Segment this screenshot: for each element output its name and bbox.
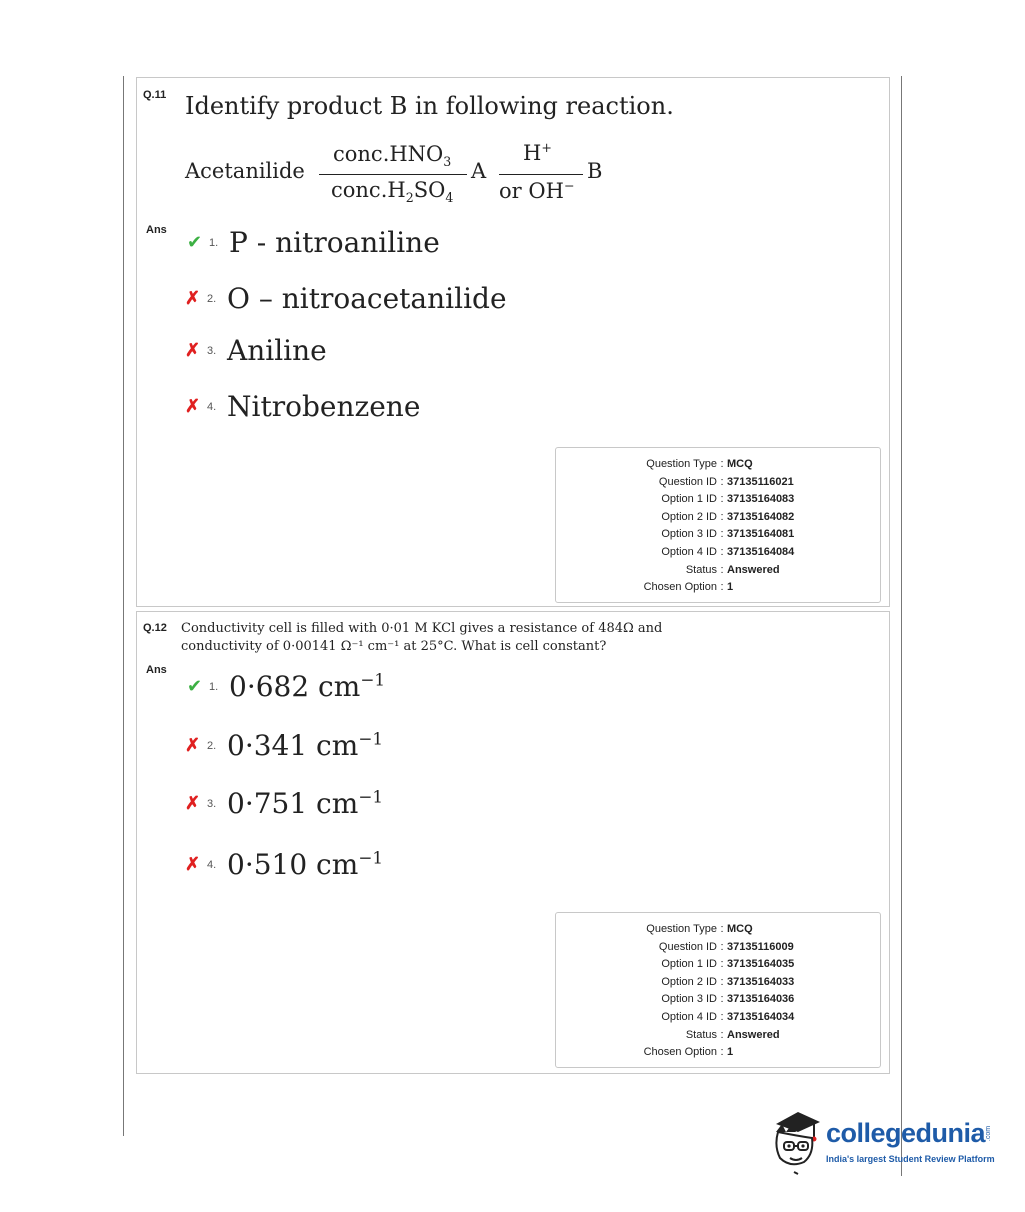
correct-check-icon: ✔ [187, 676, 203, 698]
reactant: Acetanilide [185, 159, 305, 183]
option-number: 1. [209, 680, 219, 693]
meta-row: Question Type : MCQ [646, 458, 753, 470]
option-number: 3. [207, 344, 217, 357]
reagent-2-top: H+ [523, 140, 552, 165]
question-text [181, 620, 681, 656]
option-text: 0·751 $cm^{-1}$ [227, 787, 384, 821]
page-right-border [901, 76, 902, 1176]
reaction-arrow-1 [319, 174, 467, 175]
option-4[interactable] [185, 848, 383, 881]
mascot-face-icon [768, 1106, 824, 1176]
reagent-1-top: $conc.HNO_3$ [333, 142, 452, 170]
option-number: 1. [209, 236, 219, 249]
wrong-cross-icon: ✗ [185, 288, 201, 309]
wrong-cross-icon: ✗ [185, 340, 201, 361]
meta-row: Option 4 ID : 37135164084 [661, 545, 795, 558]
option-3[interactable] [185, 787, 383, 820]
meta-row: Chosen Option : 1 [643, 581, 734, 594]
option-text: O – nitroacetanilide [227, 282, 507, 315]
option-number: 2. [207, 292, 217, 305]
option-1[interactable] [187, 670, 385, 703]
reagent-2-bottom: or OH− [499, 178, 575, 203]
wrong-cross-icon: ✗ [185, 793, 201, 815]
meta-row: Option 2 ID : 37135164082 [661, 510, 795, 523]
question-text: Identify product B in following reaction. [185, 92, 674, 120]
meta-row: Question Type : MCQ [646, 923, 753, 935]
meta-row: Option 1 ID : 37135164083 [661, 493, 795, 506]
meta-row: Option 4 ID : 37135164034 [661, 1010, 795, 1023]
question-number: Q.12 [143, 622, 167, 634]
meta-row: Option 3 ID : 37135164081 [661, 528, 795, 541]
question-11-panel [136, 77, 890, 607]
option-number: 4. [207, 858, 217, 871]
meta-row: Option 3 ID : 37135164036 [661, 993, 795, 1006]
question-number: Q.11 [143, 89, 167, 101]
option-3[interactable] [185, 334, 327, 367]
logo-wordmark: collegedunia [826, 1118, 986, 1148]
wrong-cross-icon: ✗ [185, 396, 201, 417]
reagent-1-bottom: $conc.H_2SO_4$ [331, 178, 454, 206]
question-meta-box [555, 447, 881, 603]
wrong-cross-icon: ✗ [185, 854, 201, 876]
meta-row: Question ID : 37135116021 [658, 475, 794, 488]
question-line-1: Conductivity cell is filled with 0·01 M KCl gives a resistance of 484Ω and [181, 621, 663, 636]
meta-row: Option 2 ID : 37135164033 [661, 975, 795, 988]
logo-suffix: .com [985, 1125, 993, 1142]
reaction-arrow-2 [499, 174, 583, 175]
option-text: 0·341 $cm^{-1}$ [227, 729, 384, 763]
question-line-2: conductivity of 0·00141 Ω⁻¹ cm⁻¹ at 25°C. What is cell constant? [181, 639, 607, 654]
option-4[interactable] [185, 390, 420, 423]
option-text: 0·510 $cm^{-1}$ [227, 848, 384, 882]
meta-row: Status : Answered [685, 563, 780, 576]
meta-row: Chosen Option : 1 [643, 1046, 734, 1059]
option-1[interactable] [187, 226, 440, 259]
ans-label: Ans [146, 224, 167, 236]
meta-row: Status : Answered [685, 1028, 780, 1041]
page-left-border [123, 76, 124, 1136]
product: B [587, 159, 603, 183]
option-number: 2. [207, 739, 217, 752]
ans-label: Ans [146, 664, 167, 676]
option-2[interactable] [185, 729, 383, 762]
question-meta-box [555, 912, 881, 1068]
meta-row: Option 1 ID : 37135164035 [661, 958, 795, 971]
option-2[interactable] [185, 282, 507, 315]
question-12-panel [136, 611, 890, 1074]
collegedunia-logo[interactable] [768, 1106, 998, 1176]
logo-tagline: India's largest Student Review Platform [826, 1154, 995, 1164]
option-text: Nitrobenzene [227, 390, 421, 423]
intermediate: A [471, 159, 487, 183]
option-number: 3. [207, 797, 217, 810]
wrong-cross-icon: ✗ [185, 735, 201, 757]
correct-check-icon: ✔ [187, 232, 203, 253]
option-text: P - nitroaniline [229, 226, 440, 259]
option-text: Aniline [227, 334, 327, 367]
option-number: 4. [207, 400, 217, 413]
option-text: 0·682 $cm^{-1}$ [229, 670, 386, 704]
meta-row: Question ID : 37135116009 [658, 940, 794, 953]
reaction-scheme [185, 140, 625, 206]
